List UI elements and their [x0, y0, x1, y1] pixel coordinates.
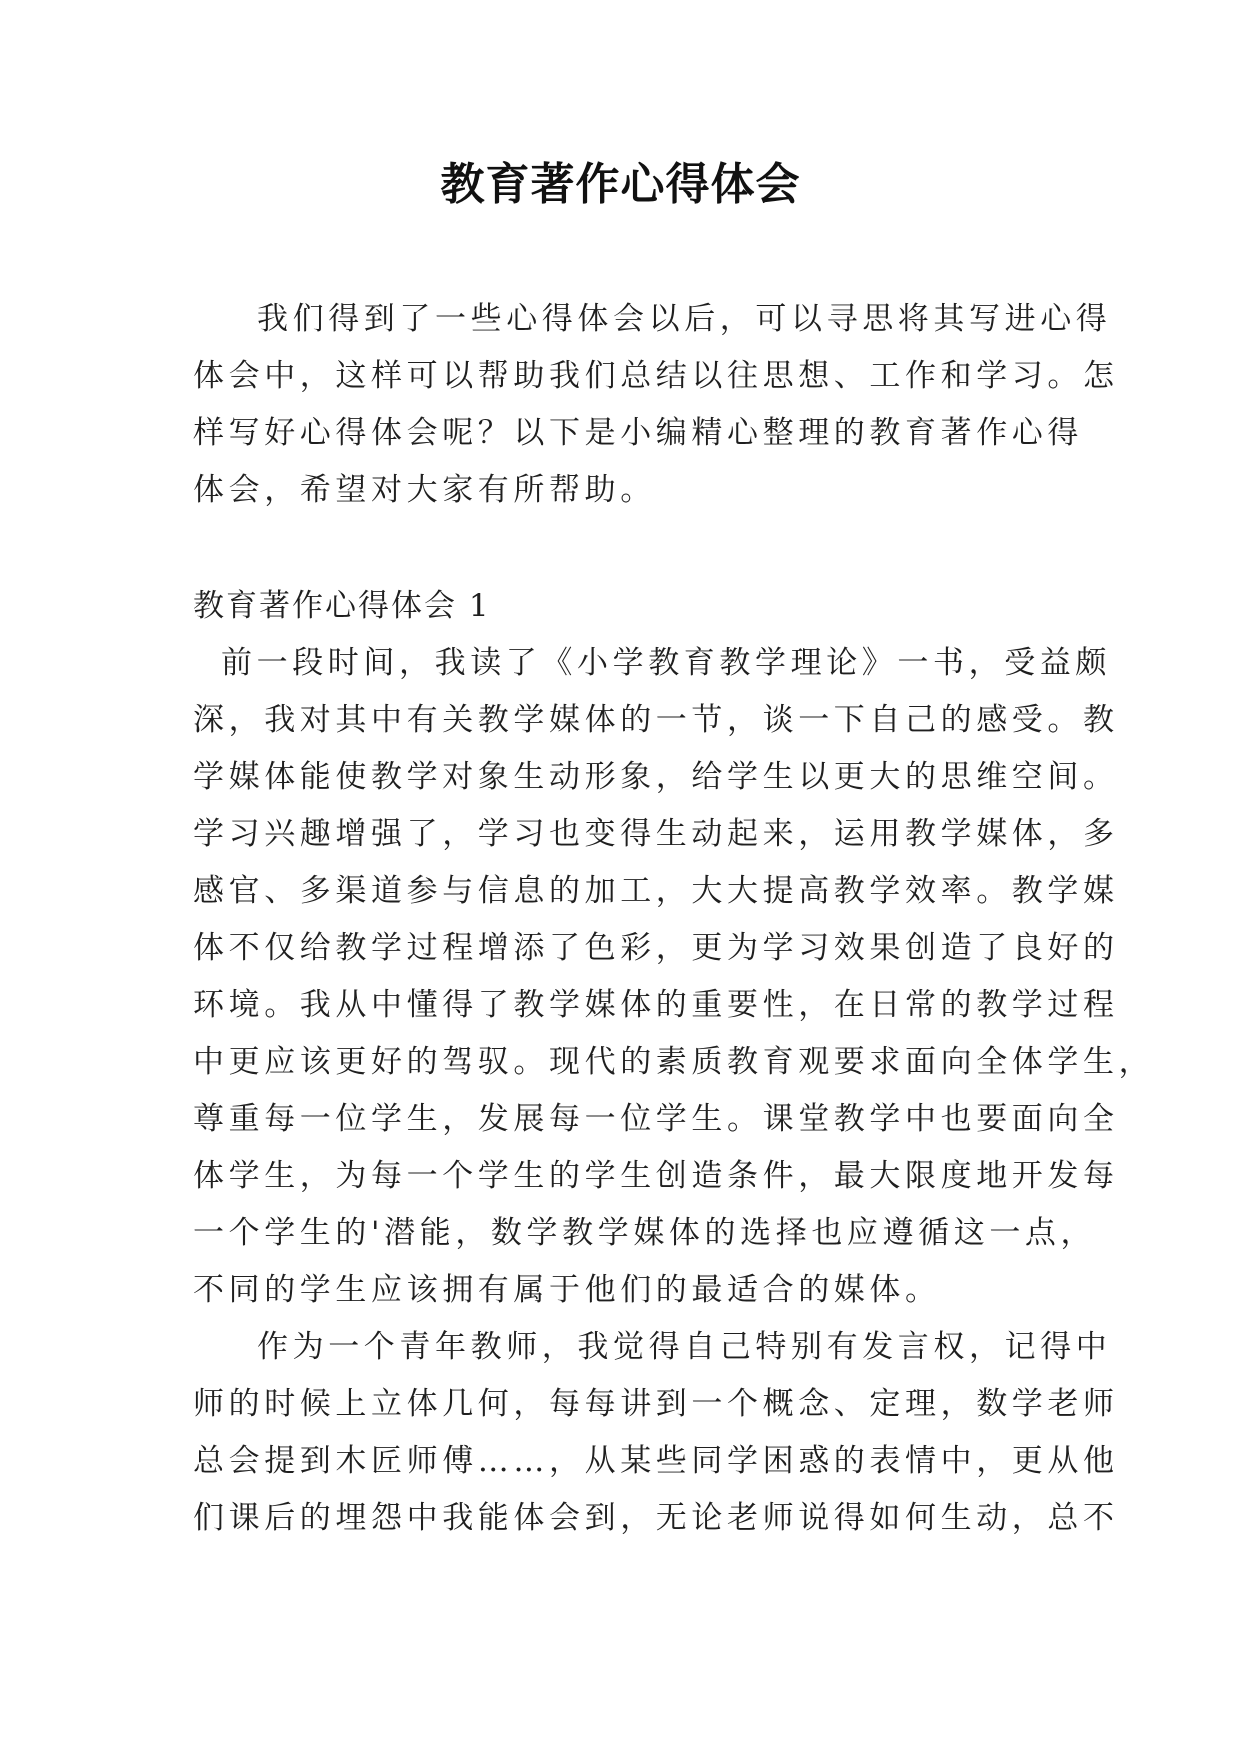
- body-line: 体学生，为每一个学生的学生创造条件，最大限度地开发每: [193, 1158, 1119, 1194]
- body-line: 不同的学生应该拥有属于他们的最适合的媒体。: [193, 1272, 941, 1308]
- intro-line: 体会，希望对大家有所帮助。: [193, 472, 656, 508]
- body-line: 们课后的埋怨中我能体会到，无论老师说得如何生动，总不: [193, 1500, 1119, 1536]
- body-line: 师的时候上立体几何，每每讲到一个概念、定理，数学老师: [193, 1386, 1119, 1422]
- body-line: 感官、多渠道参与信息的加工，大大提高教学效率。教学媒: [193, 873, 1119, 909]
- body-line: 中更应该更好的驾驭。现代的素质教育观要求面向全体学生，: [193, 1044, 1155, 1080]
- body-line: 总会提到木匠师傅……，从某些同学困惑的表情中，更从他: [193, 1443, 1119, 1479]
- body-line: 前一段时间，我读了《小学教育教学理论》一书，受益颇: [221, 645, 1111, 681]
- body-line: 环境。我从中懂得了教学媒体的重要性，在日常的教学过程: [193, 987, 1119, 1023]
- body-line: 作为一个青年教师，我觉得自己特别有发言权，记得中: [257, 1329, 1112, 1365]
- intro-line: 样写好心得体会呢？以下是小编精心整理的教育著作心得: [193, 415, 1083, 451]
- body-line: 尊重每一位学生，发展每一位学生。课堂教学中也要面向全: [193, 1101, 1119, 1137]
- body-line: 深，我对其中有关教学媒体的一节，谈一下自己的感受。教: [193, 702, 1119, 738]
- section-heading: 教育著作心得体会 1: [193, 588, 491, 624]
- intro-line: 我们得到了一些心得体会以后，可以寻思将其写进心得: [257, 301, 1112, 337]
- body-line: 学媒体能使教学对象生动形象，给学生以更大的思维空间。: [193, 759, 1119, 795]
- body-line: 学习兴趣增强了，学习也变得生动起来，运用教学媒体，多: [193, 816, 1119, 852]
- document-title: 教育著作心得体会: [440, 159, 801, 210]
- body-line: 一个学生的'潜能，数学教学媒体的选择也应遵循这一点，: [193, 1215, 1097, 1251]
- intro-line: 体会中，这样可以帮助我们总结以往思想、工作和学习。怎: [193, 358, 1119, 394]
- body-line: 体不仅给教学过程增添了色彩，更为学习效果创造了良好的: [193, 930, 1119, 966]
